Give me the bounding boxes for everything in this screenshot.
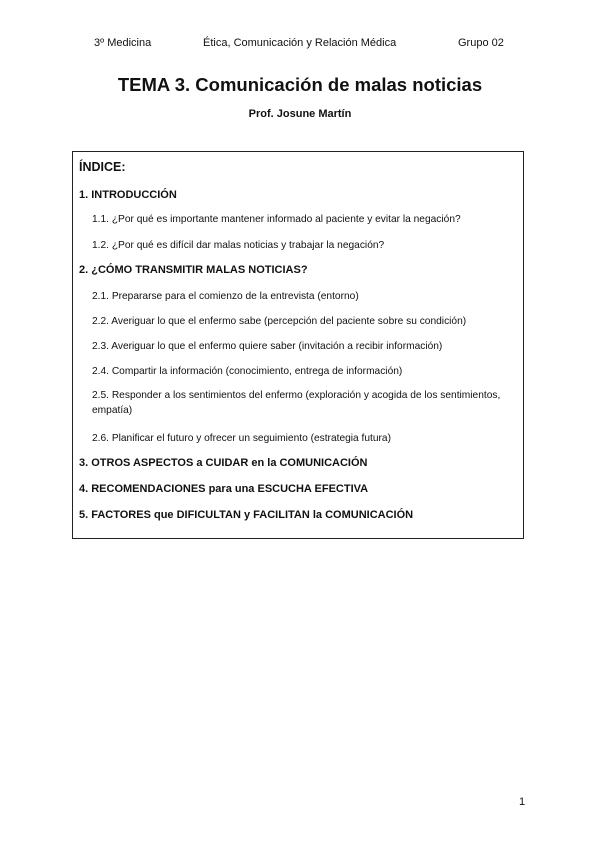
index-item-2-4: 2.4. Compartir la información (conocimiento, entrega de información) [92,366,403,377]
header-subject: Ética, Comunicación y Relación Médica [203,37,397,49]
index-item-2-2: 2.2. Averiguar lo que el enfermo sabe (percepción del paciente sobre su condición) [92,316,467,327]
index-section-4: 4. RECOMENDACIONES para una ESCUCHA EFECTIVA [79,483,369,495]
index-item-2-3: 2.3. Averiguar lo que el enfermo quiere saber (invitación a recibir información) [92,341,443,352]
document-title: TEMA 3. Comunicación de malas noticias [117,74,483,95]
index-item-1-2: 1.2. ¿Por qué es difícil dar malas noticias y trabajar la negación? [92,240,385,251]
index-section-5: 5. FACTORES que DIFICULTAN y FACILITAN la COMUNICACIÓN [79,509,414,521]
index-section-3: 3. OTROS ASPECTOS a CUIDAR en la COMUNICACIÓN [79,457,368,469]
page-number: 1 [519,796,526,808]
header-course: 3º Medicina [94,37,152,49]
page-header [0,37,600,53]
header-group: Grupo 02 [458,37,504,49]
document-author: Prof. Josune Martín [248,108,352,120]
index-item-1-1: 1.1. ¿Por qué es importante mantener informado al paciente y evitar la negación? [92,214,461,225]
index-item-2-1: 2.1. Prepararse para el comienzo de la entrevista (entorno) [92,291,359,302]
index-heading: ÍNDICE: [79,160,126,174]
index-item-2-6: 2.6. Planificar el futuro y ofrecer un seguimiento (estrategia futura) [92,433,391,444]
index-item-2-5: 2.5. Responder a los sentimientos del enfermo (exploración y acogida de los sentimientos, empatía) [92,390,501,416]
index-box [72,151,524,539]
index-section-2: 2. ¿CÓMO TRANSMITIR MALAS NOTICIAS? [79,264,308,276]
index-section-1: 1. INTRODUCCIÓN [79,189,177,201]
